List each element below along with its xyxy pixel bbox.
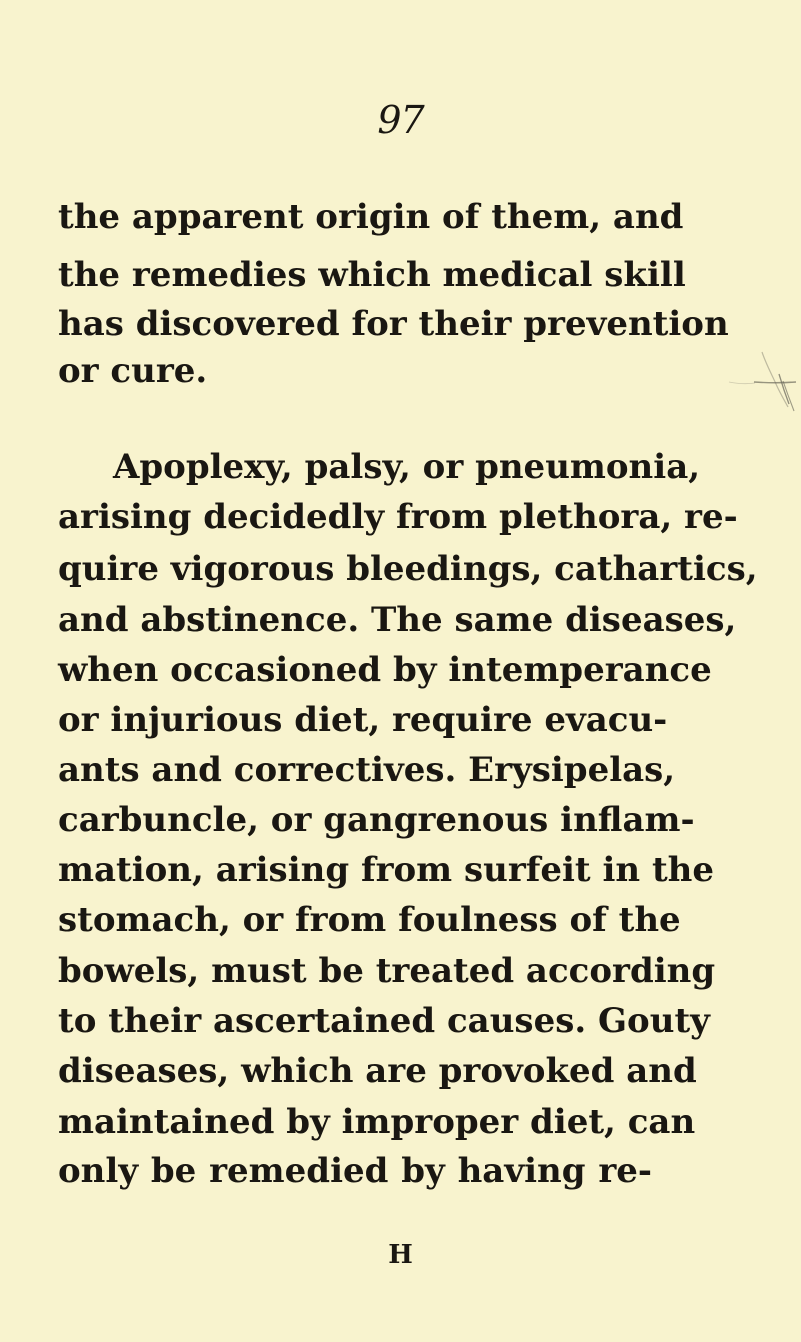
text-line: stomach, or from foulness of the [58,900,681,940]
text-line: has discovered for their prevention [58,304,729,344]
text-line: mation, arising from surfeit in the [58,850,714,890]
text-line: quire vigorous bleedings, cathartics, [58,549,758,589]
paragraph-first-line: Apoplexy, palsy, or pneumonia, [113,447,701,487]
text-line: diseases, which are provoked and [58,1051,697,1091]
page-number: 97 [377,98,424,142]
text-line: when occasioned by intemperance [58,650,712,690]
text-line: bowels, must be treated according [58,951,716,991]
text-line: and abstinence. The same diseases, [58,600,737,640]
text-line: or cure. [58,351,208,391]
text-line: to their ascertained causes. Gouty [58,1001,710,1041]
text-line: the remedies which medical skill [58,255,686,295]
text-line: the apparent origin of them, and [58,197,684,237]
text-line: carbuncle, or gangrenous inflam- [58,800,695,840]
text-line: maintained by improper diet, can [58,1102,696,1142]
ink-bleed-mark [724,348,797,426]
text-line: arising decidedly from plethora, re- [58,497,738,537]
text-line: ants and correctives. Erysipelas, [58,750,676,790]
signature-mark: H [388,1240,413,1270]
text-line: or injurious diet, require evacu- [58,700,668,740]
text-line: only be remedied by having re- [58,1151,652,1191]
